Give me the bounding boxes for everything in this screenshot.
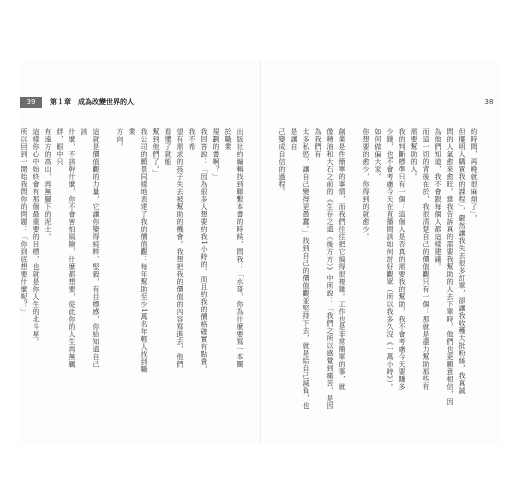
text-line: 我回答說：「因為很多人想要約我1小時的，而且約我的價格確實有點貴，我不希	[188, 128, 208, 373]
text-line: 幫到他們了。」	[152, 128, 160, 177]
text-line: 像精油和大石之前的《生存之道（後方方）》中所說：「我們之所以感覺到痛苦，是因為我們有	[314, 128, 334, 410]
text-line: 創業是件簡單的事情，而我們往往把它搞得很複雜。工作也是非常簡單的事，就	[338, 128, 346, 391]
left-page-text	[20, 128, 246, 373]
text-line: 所以回到一開始我問你的問題：「你到底想要什麼呢？」	[20, 128, 28, 316]
text-line: 我的判斷標準只有一個：這個人是否真的需要我的幫助，我不會考慮今天要賺多	[398, 128, 406, 391]
text-line: 但擺明人購買我的課程」，嚴然讓我失去很多訂單，卻讓我收穫大批粉絲，我真誠	[458, 128, 466, 395]
text-line: 出版社約編輯找到聯繫本書的時候，問我：「水哥，你為什麼要寫一本關於職業	[224, 128, 244, 368]
text-line: 有遠方的高山，再無腳下的泥土。	[44, 128, 52, 241]
text-line: 少錢，也不會考慮今天在直播間該如何討好觀眾（所以我多久沒《一萬小時》）。	[386, 128, 394, 391]
right-page-number: 38	[484, 98, 494, 106]
text-line: 我公司的願景同樣地表達了我的價值觀：每年幫助至少1萬名年輕人找到職業	[128, 128, 148, 373]
text-line: 約時間，再晚就很麻煩了」。	[470, 128, 478, 222]
text-line: 規劃的書啊？」	[212, 128, 220, 181]
text-line: 太多私慾，讓自己變得更愚蠢。」找到自己的價值觀並堅持下去，就是給自己減負，也是讓自	[290, 128, 310, 410]
right-page-text	[278, 128, 480, 413]
text-line: 你想要的愈少，你得到的就愈少。	[362, 128, 370, 241]
left-page-number: 39	[20, 97, 42, 108]
text-line: 什麼，不該幹什麼，你不會害怕風險，什麼都想要，從此你的人生再無羈絆，眼中只	[56, 128, 76, 368]
text-line: 如何做偏大家。	[374, 128, 382, 181]
text-line: 望有需求的孩子失去被幫助的機會。我想把我的價值的內容寫進去，他們看懂了就能	[164, 128, 184, 368]
text-line: 這就是價值觀的力量，它讓你變得純粹、堅毅，有目標感，你給知道自己該	[80, 128, 100, 368]
book-gutter	[260, 60, 261, 445]
text-line: 而這一切的背後在於，我很清楚自己的價值觀只有一個：那就是盡力幫助那些有	[422, 128, 430, 391]
text-line: 問的人氣愈來愈旺。當我告訴真的需要我幫助的人去下單時，他們也更願意相信，因	[446, 128, 454, 406]
text-line: 為他們知道，我不會跟每個人都這樣建議。	[434, 128, 442, 271]
text-line: 方向。	[116, 128, 124, 151]
text-line	[348, 128, 360, 413]
text-line: 這樣你心中始終會有那個最重要的目標，也就是你人生的北斗星。	[32, 128, 40, 346]
book-spread	[20, 60, 500, 445]
chapter-title: 第１章 成為改變世界的人	[50, 98, 134, 106]
text-line	[102, 128, 114, 373]
text-line: 需要幫助的人。	[410, 128, 418, 181]
text-line: 己變成自信的過程。	[278, 128, 286, 196]
